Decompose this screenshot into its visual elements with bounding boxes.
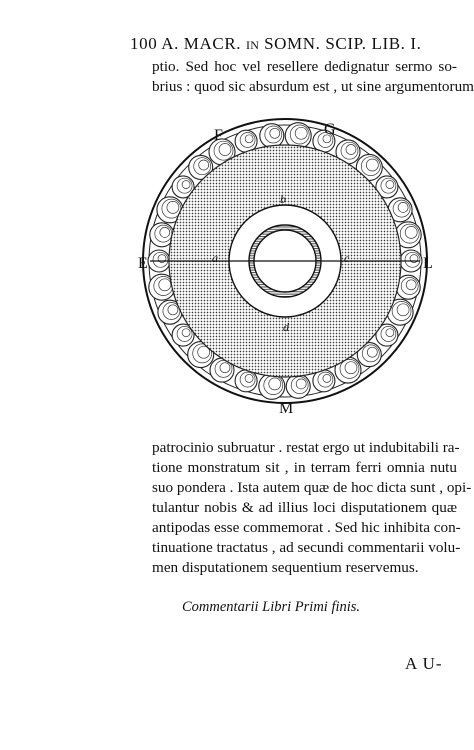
text-line: men disputationem sequentium reservemus.: [152, 559, 419, 576]
label-E: E: [138, 255, 148, 272]
cosmological-diagram: [140, 116, 440, 416]
label-M: M: [279, 400, 294, 417]
text-line: ptio. Sed hoc vel resellere dedignatur sermo so-: [152, 58, 457, 75]
header-title-part1: A. MACR.: [161, 34, 242, 53]
paragraph-bottom: [152, 438, 472, 578]
text-line: tulantur nobis & ad illius loci disputationem quæ: [152, 499, 457, 516]
label-a: a: [212, 251, 218, 265]
label-F: F: [214, 127, 223, 144]
header-title-part2: IN: [246, 38, 260, 52]
label-b: b: [280, 192, 286, 206]
label-L: L: [423, 255, 433, 272]
label-c: c: [344, 251, 350, 265]
section-end-note: Commentarii Libri Primi finis.: [182, 599, 361, 615]
running-header: [130, 34, 450, 54]
cloud-puff: [260, 124, 284, 148]
text-line: tione monstratum sit , in terram ferri omnia nutu: [152, 459, 457, 476]
text-line: antipodas esse commemorat . Sed hic inhibita con-: [152, 519, 461, 536]
header-title-part3: SOMN. SCIP. LIB. I.: [264, 34, 422, 53]
label-G: G: [324, 121, 336, 138]
paragraph-top: [152, 57, 474, 97]
catchword: A U-: [405, 654, 443, 673]
page-number: 100: [130, 34, 158, 53]
cloud-puff: [286, 374, 310, 398]
text-line: patrocinio subruatur . restat ergo ut indubitabili ra-: [152, 439, 460, 456]
text-line: suo pondera . Ista autem quæ de hoc dicta sunt , opi-: [152, 479, 472, 496]
label-d: d: [283, 320, 289, 334]
text-line: tinuatione tractatus , ad secundi commentarii volu-: [152, 539, 461, 556]
text-line: brius : quod sic absurdum est , ut sine argumentorum: [152, 78, 474, 95]
